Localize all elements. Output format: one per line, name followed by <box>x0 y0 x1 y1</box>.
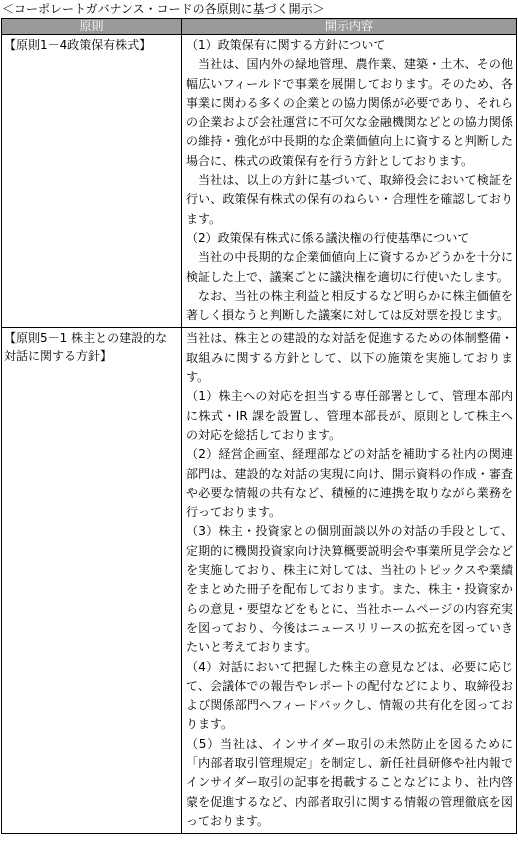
table-header-row <box>2 19 517 35</box>
document-title: ＜コーポレートガバナンス・コードの各原則に基づく開示＞ <box>2 2 325 16</box>
paragraph: （3）株主・投資家との個別面談以外の対話の手段として、定期的に機関投資家向け決算概要説明会や事業所見学会などを実施しており、株主に対しては、当社のトピックスや業績をまとめた冊子を配布しております。また、株主・投資家からの意見・要望などをもとに、当社ホームページの内容充実を図っており、今後はニュースリリースの拡充を図っていきたいと考えております。 <box>186 524 513 655</box>
paragraph: （2）経営企画室、経理部などの対話を補助する社内の関連部門は、建設的な対話の実現に向け、開示資料の作成・審査や必要な情報の共有など、積極的に連携を取りながら業務を行っております。 <box>186 447 513 520</box>
paragraph: （4）対話において把握した株主の意見などは、必要に応じて、会議体での報告やレポートの配付などにより、取締役および関係部門へフィードバックし、情報の共有化を図っております。 <box>186 659 513 732</box>
paragraph: （5）当社は、インサイダー取引の未然防止を図るために「内部者取引管理規定」を制定し、新任社員研修や社内報でインサイダー取引の記事を掲載することなどにより、社内啓蒙を促進するなど、内部者取引に関する情報の管理徹底を図っております。 <box>186 736 513 828</box>
disclosure-cell <box>182 328 517 834</box>
header-principle: 原則 <box>2 19 182 35</box>
paragraph: （1）株主への対応を担当する専任部署として、管理本部内に株式・IR 課を設置し、管理本部長が、原則として株主への対応を総括しております。 <box>186 389 513 442</box>
principle-cell: 【原則5－1 株主との建設的な対話に関する方針】 <box>2 328 182 834</box>
paragraph: なお、当社の株主利益と相反するなど明らかに株主価値を著しく損なうと判断した議案に対しては反対票を投じます。 <box>186 288 513 323</box>
table-row <box>2 35 517 328</box>
header-disclosure: 開示内容 <box>182 19 517 35</box>
paragraph: 当社は、株主との建設的な対話を促進するための体制整備・取組みに関する方針として、以下の施策を実施しております。 <box>186 331 513 385</box>
paragraph: （2）政策保有株式に係る議決権の行使基準について <box>186 230 470 245</box>
paragraph: 当社の中長期的な企業価値向上に資するかどうかを十分に検証した上で、議案ごとに議決権を適切に行使いたします。 <box>186 250 513 284</box>
disclosure-cell <box>182 35 517 328</box>
paragraph: 当社は、以上の方針に基づいて、取締役会において検証を行い、政策保有株式の保有のねらい・合理性を確認しております。 <box>186 173 513 226</box>
paragraph: （1）政策保有に関する方針について <box>186 38 386 52</box>
principle-cell: 【原則1－4政策保有株式】 <box>2 35 182 328</box>
paragraph: 当社は、国内外の緑地管理、農作業、建築・土木、その他幅広いフィールドで事業を展開しております。そのため、各事業に関わる多くの企業との協力関係が必要であり、それらの企業および会社運営に不可欠な金融機関などとの協力関係の維持・強化が中長期的な企業価値向上に資すると判断した場合に、株式の政策保有を行う方針としております。 <box>186 57 513 168</box>
table-row <box>2 328 517 834</box>
disclosure-table <box>1 18 517 834</box>
